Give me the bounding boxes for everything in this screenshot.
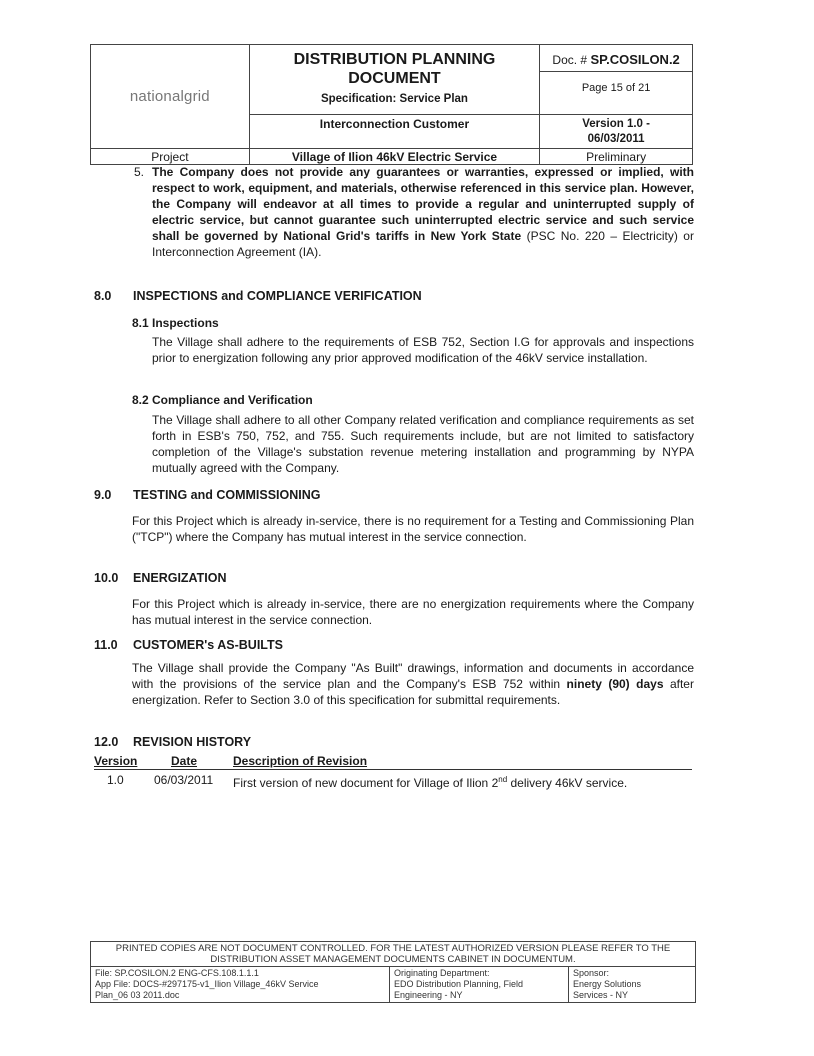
document-title [249,45,539,115]
revision-header-date: Date [171,754,198,768]
interconnection-customer: Interconnection Customer [249,115,539,149]
doc-number: Doc. # SP.COSILON.2 [540,49,692,72]
revision-table-divider [94,769,692,770]
section-9-text: For this Project which is already in-service, there is no requirement for a Testing and Commissioning Plan ("TCP") where the Company has mutual interest in the service connection. [132,514,694,544]
section-9-heading: 9.0 TESTING and COMMISSIONING [94,488,321,502]
title-line2: DOCUMENT [348,70,441,87]
list-item-bold-text: The Company does not provide any guarantees or warranties, expressed or implied, with respect to work, equipment, and materials, otherwise referenced in this service plan. However, the Company will endeavor at all times to provide a regular and uninterrupted supply of electric service, but cannot guarantee such uninterrupted electric service and such service shall be governed by National Grid's tariffs in New York State [152,165,694,243]
section-10-heading: 10.0 ENERGIZATION [94,571,227,585]
section-8-1-heading: 8.1 Inspections [132,316,219,330]
revision-version: 1.0 [107,773,124,787]
section-11-text: The Village shall provide the Company "As Built" drawings, information and documents in accordance with the provisions of the service plan and the Company's ESB 752 within ninety (90) days after energization. Refer to Section 3.0 of this specification for submittal requirements. [132,661,694,707]
section-11-heading: 11.0 CUSTOMER's AS-BUILTS [94,638,283,652]
section-8-heading: 8.0 INSPECTIONS and COMPLIANCE VERIFICATION [94,289,422,303]
title-line1: DISTRIBUTION PLANNING [293,51,496,68]
section-8-1-text: The Village shall adhere to the requirements of ESB 752, Section I.G for approvals and inspections prior to energization following any prior approved modification of the 46kV service installation. [152,335,694,365]
national-grid-logo: nationalgrid [91,45,250,149]
version-date: Version 1.0 - 06/03/2011 [540,115,693,149]
project-name: Village of Ilion 46kV Electric Service [249,149,539,165]
doc-info-cell [540,45,693,115]
footer-sponsor: Sponsor: Energy Solutions Services - NY [569,967,696,1003]
project-label: Project [91,149,250,165]
section-8-2-text: The Village shall adhere to all other Company related verification and compliance requirements as set forth in ESB's 750, 752, and 755. Such requirements include, but are not limited to satisfactory completion of the Village's substation revenue metering installation and programming by NYPA mutually agreed with the Company. [152,413,694,475]
document-status: Preliminary [540,149,693,165]
list-item-normal-text: (PSC No. 220 – Electricity) or Interconnection Agreement (IA). [152,229,694,259]
section-8-2-heading: 8.2 Compliance and Verification [132,393,313,407]
document-header-table [90,44,693,165]
section-10-text: For this Project which is already in-service, there are no energization requirements where the Company has mutual interest in the service connection. [132,597,694,627]
section-12-heading: 12.0 REVISION HISTORY [94,735,252,749]
footer-file-info: File: SP.COSILON.2 ENG-CFS.108.1.1.1 App File: DOCS-#297175-v1_Ilion Village_46kV Service Plan_06 03 2011.doc [91,967,390,1003]
list-item-number: 5. [134,165,145,179]
page-number: Page 15 of 21 [581,82,651,94]
revision-header-description: Description of Revision [233,754,368,768]
footer-originating-department: Originating Department: EDO Distribution Planning, Field Engineering - NY [390,967,569,1003]
document-footer-table [90,941,696,1003]
revision-date: 06/03/2011 [154,773,214,787]
revision-description: First version of new document for Village of Ilion 2nd delivery 46kV service. [233,775,628,790]
revision-header-version: Version [94,754,138,768]
list-item-5 [134,164,694,260]
document-subtitle: Specification: Service Plan [320,93,468,105]
footer-notice: PRINTED COPIES ARE NOT DOCUMENT CONTROLLED. FOR THE LATEST AUTHORIZED VERSION PLEASE REFER TO THE DISTRIBUTION ASSET MANAGEMENT DOCUMENTS CABINET IN DOCUMENTUM. [91,942,696,967]
